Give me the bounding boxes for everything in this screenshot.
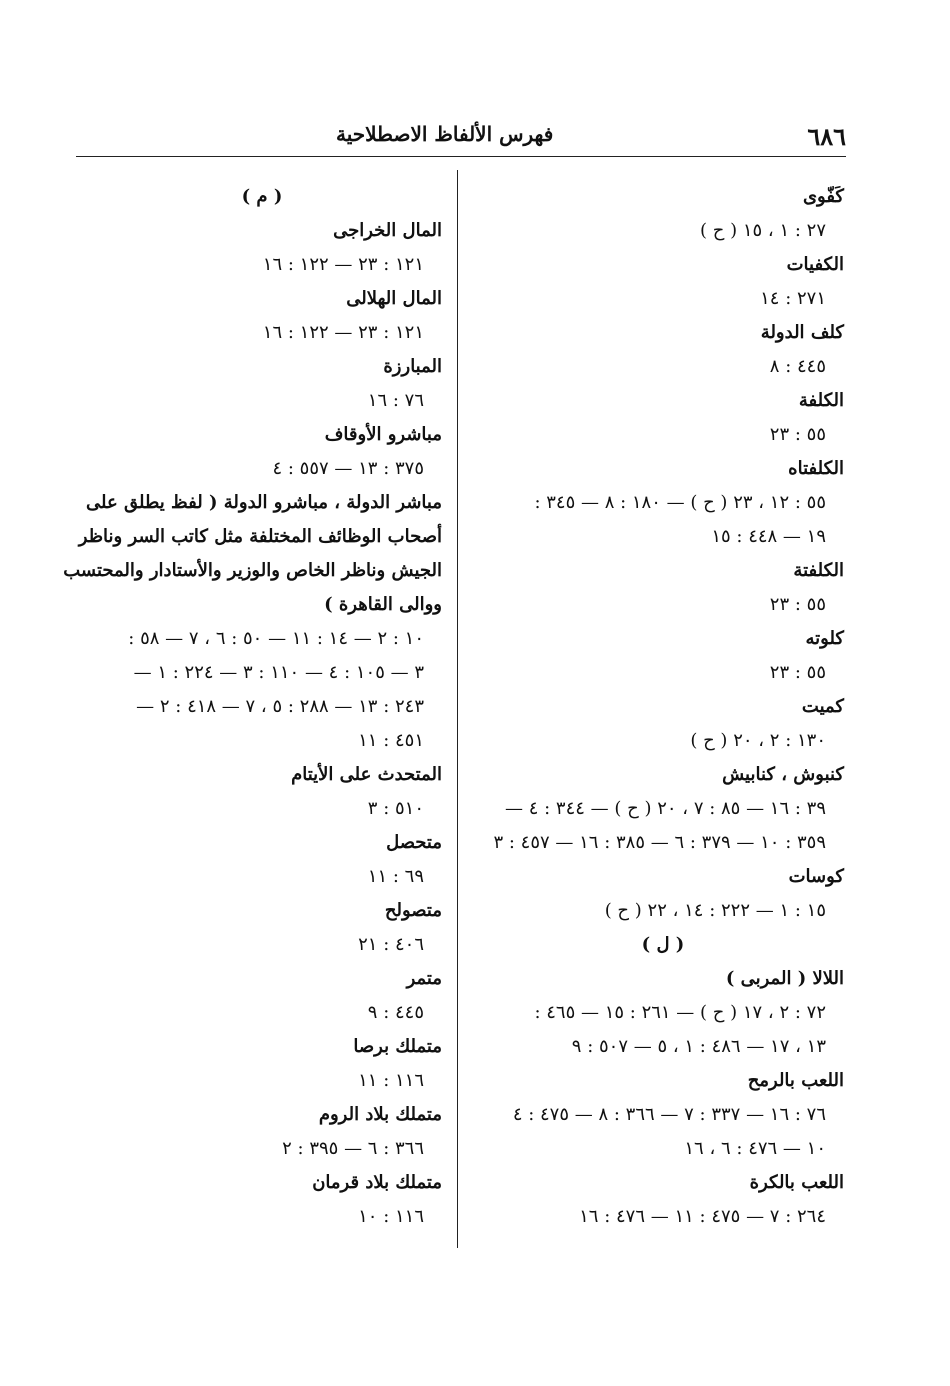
index-term: ووالى القاهرة ) bbox=[324, 594, 442, 615]
index-term: الكفيات bbox=[786, 254, 844, 275]
page-reference: ٢٧ : ١ ، ١٥ ( ح ) bbox=[700, 220, 826, 241]
page-reference: ٢٦٤ : ٧ — ٤٧٥ : ١١ — ٤٧٦ : ١٦ bbox=[579, 1206, 826, 1227]
page-header bbox=[76, 122, 846, 154]
index-term: كلف الدولة bbox=[760, 322, 844, 343]
header-rule bbox=[76, 156, 846, 157]
index-term: متملك بلاد قرمان bbox=[312, 1172, 442, 1193]
page-reference: ٤٤٥ : ٨ bbox=[769, 356, 826, 377]
index-term: متملك برصا bbox=[353, 1036, 442, 1057]
index-term: مباشرو الأوقاف bbox=[324, 424, 442, 445]
page-reference: ٣٧٥ : ١٣ — ٥٥٧ : ٤ bbox=[272, 458, 424, 479]
page-reference: ٥٥ : ٢٣ bbox=[769, 662, 826, 683]
index-term: الكلفة bbox=[798, 390, 844, 411]
index-term: كميت bbox=[801, 696, 844, 717]
page-reference: ٥٥ : ٢٣ bbox=[769, 594, 826, 615]
page-reference: ٤٠٦ : ٢١ bbox=[358, 934, 424, 955]
page-reference: ١٥ : ١ — ٢٢٢ : ١٤ ، ٢٢ ( ح ) bbox=[604, 900, 826, 921]
page-reference: ٧٦ : ١٦ — ٣٣٧ : ٧ — ٣٦٦ : ٨ — ٤٧٥ : ٤ bbox=[512, 1104, 826, 1125]
index-term: كنبوش ، كنابيش bbox=[722, 764, 844, 785]
column-divider bbox=[457, 170, 458, 1248]
page-reference: ٦٩ : ١١ bbox=[367, 866, 424, 887]
index-term: متصولح bbox=[384, 900, 442, 921]
page-reference: ١٩ — ٤٤٨ : ١٥ bbox=[711, 526, 826, 547]
index-column-right bbox=[482, 180, 844, 1234]
page-reference: ١٠ : ٢ — ١٤ : ١١ — ٥٠ : ٦ ، ٧ — ٥٨ : bbox=[128, 628, 424, 649]
index-term: الجيش وناظر الخاص والوزير والأستادار والمحتسب bbox=[63, 560, 442, 581]
index-term: اللعب بالكرة bbox=[749, 1172, 844, 1193]
index-term: المتحدث على الأيتام bbox=[291, 764, 442, 785]
page-reference: ٤٥١ : ١١ bbox=[358, 730, 424, 751]
index-column-left bbox=[63, 180, 442, 1234]
page-reference: ٧٦ : ١٦ bbox=[367, 390, 424, 411]
running-title: فهرس الألفاظ الاصطلاحية bbox=[336, 122, 554, 146]
section-heading: ( ل ) bbox=[641, 934, 685, 955]
page-reference: ٧٢ : ٢ ، ١٧ ( ح ) — ٢٦١ : ١٥ — ٤٦٥ : bbox=[534, 1002, 826, 1023]
page-reference: ٣٥٩ : ١٠ — ٣٧٩ : ٦ — ٣٨٥ : ١٦ — ٤٥٧ : ٣ bbox=[493, 832, 826, 853]
page-reference: ٢٧١ : ١٤ bbox=[760, 288, 826, 309]
page-reference: ١٢١ : ٢٣ — ١٢٢ : ١٦ bbox=[262, 322, 424, 343]
index-term: مباشر الدولة ، مباشرو الدولة ( لفظ يطلق على bbox=[86, 492, 442, 513]
page-reference: ٣٩ : ١٦ — ٨٥ : ٧ ، ٢٠ ( ح ) — ٣٤٤ : ٤ — bbox=[504, 798, 826, 819]
index-term: أصحاب الوظائف المختلفة مثل كاتب السر وناظر bbox=[78, 526, 442, 547]
index-term: اللالا ( المربى ) bbox=[725, 968, 844, 989]
index-term: الكلفتة bbox=[793, 560, 844, 581]
index-term: المبارزة bbox=[383, 356, 442, 377]
page-reference: ١٠ — ٤٧٦ : ٦ ، ١٦ bbox=[684, 1138, 826, 1159]
page-reference: ١٣ ، ١٧ — ٤٨٦ : ١ ، ٥ — ٥٠٧ : ٩ bbox=[571, 1036, 826, 1057]
page-number: ٦٨٦ bbox=[807, 122, 846, 151]
page-reference: ٤٤٥ : ٩ bbox=[367, 1002, 424, 1023]
page-reference: ٣٦٦ : ٦ — ٣٩٥ : ٢ bbox=[282, 1138, 424, 1159]
page-reference: ٥٥ : ١٢ ، ٢٣ ( ح ) — ١٨٠ : ٨ — ٣٤٥ : bbox=[534, 492, 826, 513]
page-reference: ١١٦ : ١٠ bbox=[358, 1206, 424, 1227]
page-reference: ١٢١ : ٢٣ — ١٢٢ : ١٦ bbox=[262, 254, 424, 275]
page-reference: ١٣٠ : ٢ ، ٢٠ ( ح ) bbox=[690, 730, 826, 751]
page-reference: ٣ — ١٠٥ : ٤ — ١١٠ : ٣ — ٢٢٤ : ١ — bbox=[133, 662, 424, 683]
section-heading: ( م ) bbox=[241, 186, 283, 207]
index-term: متمر bbox=[406, 968, 442, 989]
index-term: كوسات bbox=[788, 866, 844, 887]
page-reference: ٥٥ : ٢٣ bbox=[769, 424, 826, 445]
page-reference: ١١٦ : ١١ bbox=[358, 1070, 424, 1091]
index-term: متحصل bbox=[386, 832, 442, 853]
index-term: المال الخراجى bbox=[333, 220, 442, 241]
index-term: المال الهلالى bbox=[346, 288, 442, 309]
index-term: متملك بلاد الروم bbox=[318, 1104, 442, 1125]
index-term: الكلفتاه bbox=[788, 458, 844, 479]
index-term: كَفّوى bbox=[802, 186, 844, 207]
index-term: كلوته bbox=[805, 628, 844, 649]
page-reference: ٥١٠ : ٣ bbox=[367, 798, 424, 819]
page-reference: ٢٤٣ : ١٣ — ٢٨٨ : ٥ ، ٧ — ٤١٨ : ٢ — bbox=[136, 696, 424, 717]
index-term: اللعب بالرمح bbox=[747, 1070, 844, 1091]
